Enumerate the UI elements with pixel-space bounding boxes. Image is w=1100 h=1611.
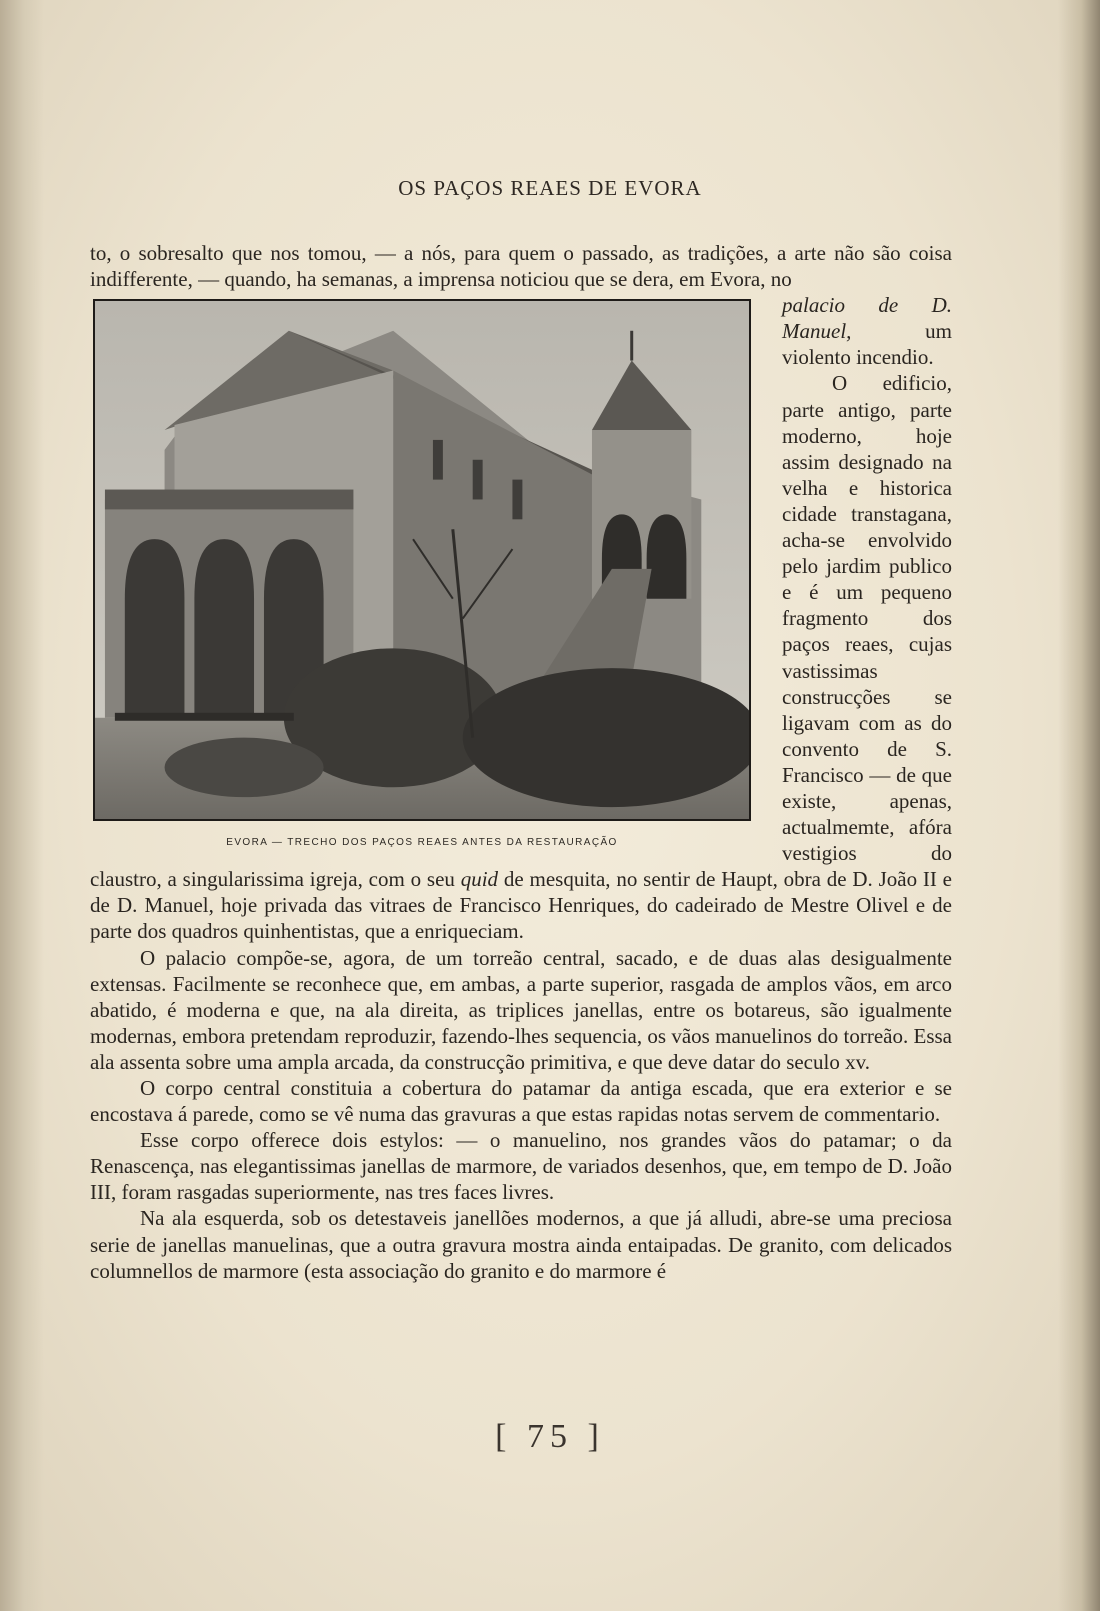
- page-edge-shadow: [1058, 0, 1100, 1611]
- paragraph-5: Esse corpo offerece dois estylos: — o manuelino, nos grandes vãos do patamar; o da Renascença, nas elegantissimas janellas de marmore, de variados desenhos, que, em tempo de D. João III, foram rasgadas superiormente, nas tres faces livres.: [90, 1128, 952, 1205]
- paragraph-2-start: O edificio, parte antigo, parte moderno, hoje assim designado na velha e historica cidade transtagana, acha-se envolvido pelo jardim publico e é um pequeno fragmento dos paços reaes, cujas vastissimas construcções se ligavam com as do convento de S. Francisco — de que existe, apenas, actualmemte, afóra vestigios do claustro, a singularissima igreja, com o seu: [90, 371, 952, 892]
- paragraph-4: O corpo central constituia a cobertura do patamar da antiga escada, que era exterior e se encostava á parede, como se vê numa das gravuras a que estas rapidas notas servem de commentario.: [90, 1076, 952, 1127]
- italic-palacio-de-d-manuel: palacio de D. Manuel,: [782, 293, 952, 344]
- article-body: [90, 240, 952, 1284]
- photo-evora-palace: [93, 299, 751, 821]
- paragraph-6: Na ala esquerda, sob os detestaveis janellões modernos, a que já alludi, abre-se uma preciosa serie de janellas manuelinas, que a outra gravura mostra ainda entaipadas. De granito, com delicados columnellos de marmore (esta associação do granito e do marmore é: [90, 1206, 952, 1283]
- paragraph-3: O palacio compõe-se, agora, de um torreão central, sacado, e de duas alas desigualmente extensas. Facilmente se reconhece que, em ambas, a parte superior, rasgada de amplos vãos, em arco abatido, é moderna e que, na ala direita, as triplices janellas, entre os botareus, são igualmente modernas, embora pretendam reproduzir, fazendo-lhes sequencia, os vãos manuelinos do torreão. Essa ala assenta sobre uma ampla arcada, da construcção primitiva, e que deve datar do seculo xv.: [90, 945, 952, 1074]
- italic-quid: quid: [460, 867, 499, 892]
- paragraph-2-end: de mesquita, no sentir de Haupt, obra de D. João II e de D. Manuel, hoje privada das vitraes de Francisco Henriques, do cadeirado de Mestre Olivel e de parte dos quadros quinhentistas, que a enriqueciam.: [90, 867, 952, 944]
- paragraph-1-opening: to, o sobresalto que nos tomou, — a nós, para quem o passado, as tradições, a arte não são coisa indifferente, — quando, ha semanas, a imprensa noticiou que se dera, em Evora, no: [90, 241, 952, 292]
- figure-caption: EVORA — TRECHO DOS PAÇOS REAES ANTES DA RESTAURAÇÃO: [226, 837, 618, 849]
- palace-photograph-illustration: [95, 301, 749, 819]
- page-number: [ 75 ]: [495, 1418, 605, 1455]
- figure-evora-palace: [90, 298, 754, 864]
- page-gutter-shadow: [0, 0, 44, 1611]
- paragraph-1-end: um violento incendio.: [782, 319, 952, 370]
- running-head: OS PAÇOS REAES DE EVORA: [398, 176, 702, 200]
